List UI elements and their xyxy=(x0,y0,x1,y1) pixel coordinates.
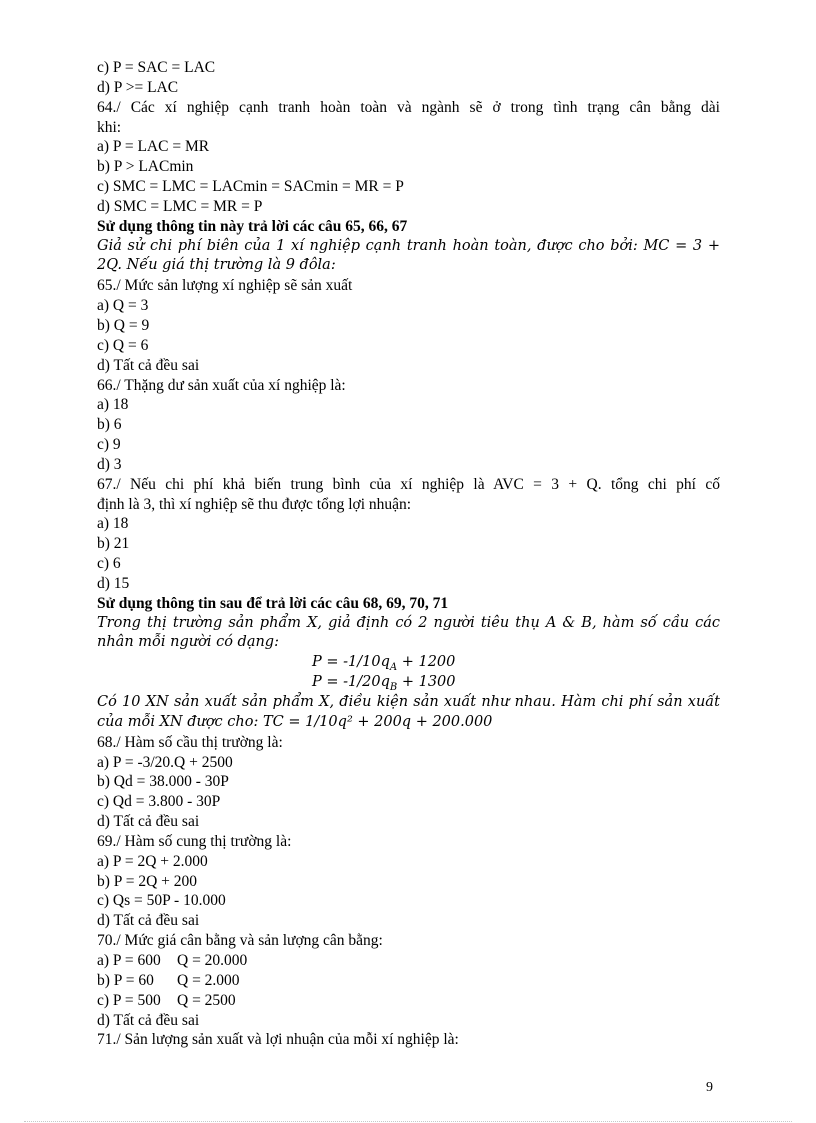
text-line: c) 9 xyxy=(97,436,121,454)
text-line: khi: xyxy=(97,118,122,136)
text-line: 2Q. Nếu giá thị trường là 9 đôla: xyxy=(97,257,336,274)
text-line: định là 3, thì xí nghiệp sẽ thu được tổng lợi nhuận: xyxy=(97,495,412,513)
text-line: b) Q = 9 xyxy=(97,316,150,334)
text-line: 66./ Thặng dư sản xuất của xí nghiệp là: xyxy=(97,376,346,394)
text-line: d) Tất cả đều sai xyxy=(97,356,200,374)
text-line: 69./ Hàm số cung thị trường là: xyxy=(97,832,292,850)
equation-subscript: B xyxy=(389,682,398,694)
answer-price: c) P = 500 xyxy=(97,991,161,1009)
text-line: d) SMC = LMC = MR = P xyxy=(97,197,263,215)
text-line: Sử dụng thông tin sau để trả lời các câu 68, 69, 70, 71 xyxy=(97,594,449,612)
answer-price: b) P = 60 xyxy=(97,971,154,989)
text-line xyxy=(97,673,720,693)
text-line: a) 18 xyxy=(97,515,129,533)
text-line: 65./ Mức sản lượng xí nghiệp sẽ sản xuất xyxy=(97,277,353,295)
equation-main: P = -1/10q xyxy=(312,654,390,671)
text-line xyxy=(97,991,720,1011)
equation-main: P = -1/20q xyxy=(312,674,390,691)
text-line: c) Qd = 3.800 - 30P xyxy=(97,793,221,811)
text-line: b) P > LACmin xyxy=(97,158,194,176)
answer-quantity: Q = 20.000 xyxy=(177,951,248,969)
text-line: d) Tất cả đều sai xyxy=(97,1011,200,1029)
text-line: Sử dụng thông tin này trả lời các câu 65, 66, 67 xyxy=(97,217,408,235)
text-line: c) P = SAC = LAC xyxy=(97,59,216,76)
page-bottom-border xyxy=(24,1121,792,1122)
text-line: a) 18 xyxy=(97,396,129,414)
text-line xyxy=(97,971,720,991)
text-line xyxy=(97,951,720,971)
equation-tail: + 1300 xyxy=(397,674,456,691)
equation-tail: + 1200 xyxy=(397,654,456,671)
text-line: Giả sử chi phí biên của 1 xí nghiệp cạnh tranh hoàn toàn, được cho bởi: MC = 3 + xyxy=(97,237,720,254)
text-line: b) 21 xyxy=(97,535,130,553)
text-line xyxy=(97,653,720,673)
text-line: Trong thị trường sản phẩm X, giả định có 2 người tiêu thụ A & B, hàm số cầu các xyxy=(97,614,720,631)
text-line: b) Qd = 38.000 - 30P xyxy=(97,773,229,791)
text-line: nhân mỗi người có dạng: xyxy=(97,634,279,651)
text-line: b) 6 xyxy=(97,416,122,434)
text-line: b) P = 2Q + 200 xyxy=(97,872,198,890)
text-line: c) 6 xyxy=(97,555,121,573)
equation-subscript: A xyxy=(389,662,398,674)
text-line: Có 10 XN sản xuất sản phẩm X, điều kiện sản xuất như nhau. Hàm chi phí sản xuất xyxy=(97,694,720,710)
text-line: a) P = -3/20.Q + 2500 xyxy=(97,753,233,771)
text-line: d) 15 xyxy=(97,574,130,592)
text-line: của mỗi XN được cho: TC = 1/10q² + 200q + 200.000 xyxy=(97,713,493,730)
text-line: 64./ Các xí nghiệp cạnh tranh hoàn toàn và ngành sẽ ở trong tình trạng cân bằng dài xyxy=(97,98,720,116)
text-line: a) P = 2Q + 2.000 xyxy=(97,852,208,870)
text-line: c) SMC = LMC = LACmin = SACmin = MR = P xyxy=(97,178,404,196)
text-line: d) 3 xyxy=(97,455,122,473)
text-line: 67./ Nếu chi phí khả biến trung bình của xí nghiệp là AVC = 3 + Q. tổng chi phí cố xyxy=(97,475,720,493)
text-line: a) P = LAC = MR xyxy=(97,138,210,156)
text-line: 71./ Sản lượng sản xuất và lợi nhuận của mỗi xí nghiệp là: xyxy=(97,1031,459,1049)
answer-quantity: Q = 2500 xyxy=(177,991,236,1009)
text-line: d) Tất cả đều sai xyxy=(97,813,200,831)
text-line: d) P >= LAC xyxy=(97,78,179,96)
page-number: 9 xyxy=(706,1080,713,1095)
text-line: c) Qs = 50P - 10.000 xyxy=(97,892,226,910)
text-line: 68./ Hàm số cầu thị trường là: xyxy=(97,733,283,751)
answer-quantity: Q = 2.000 xyxy=(177,971,240,989)
text-line: c) Q = 6 xyxy=(97,336,149,354)
text-line: 70./ Mức giá cân bằng và sản lượng cân bằng: xyxy=(97,932,383,950)
page-content xyxy=(97,58,720,1050)
answer-price: a) P = 600 xyxy=(97,951,161,969)
text-line: d) Tất cả đều sai xyxy=(97,912,200,930)
text-line: a) Q = 3 xyxy=(97,297,149,315)
